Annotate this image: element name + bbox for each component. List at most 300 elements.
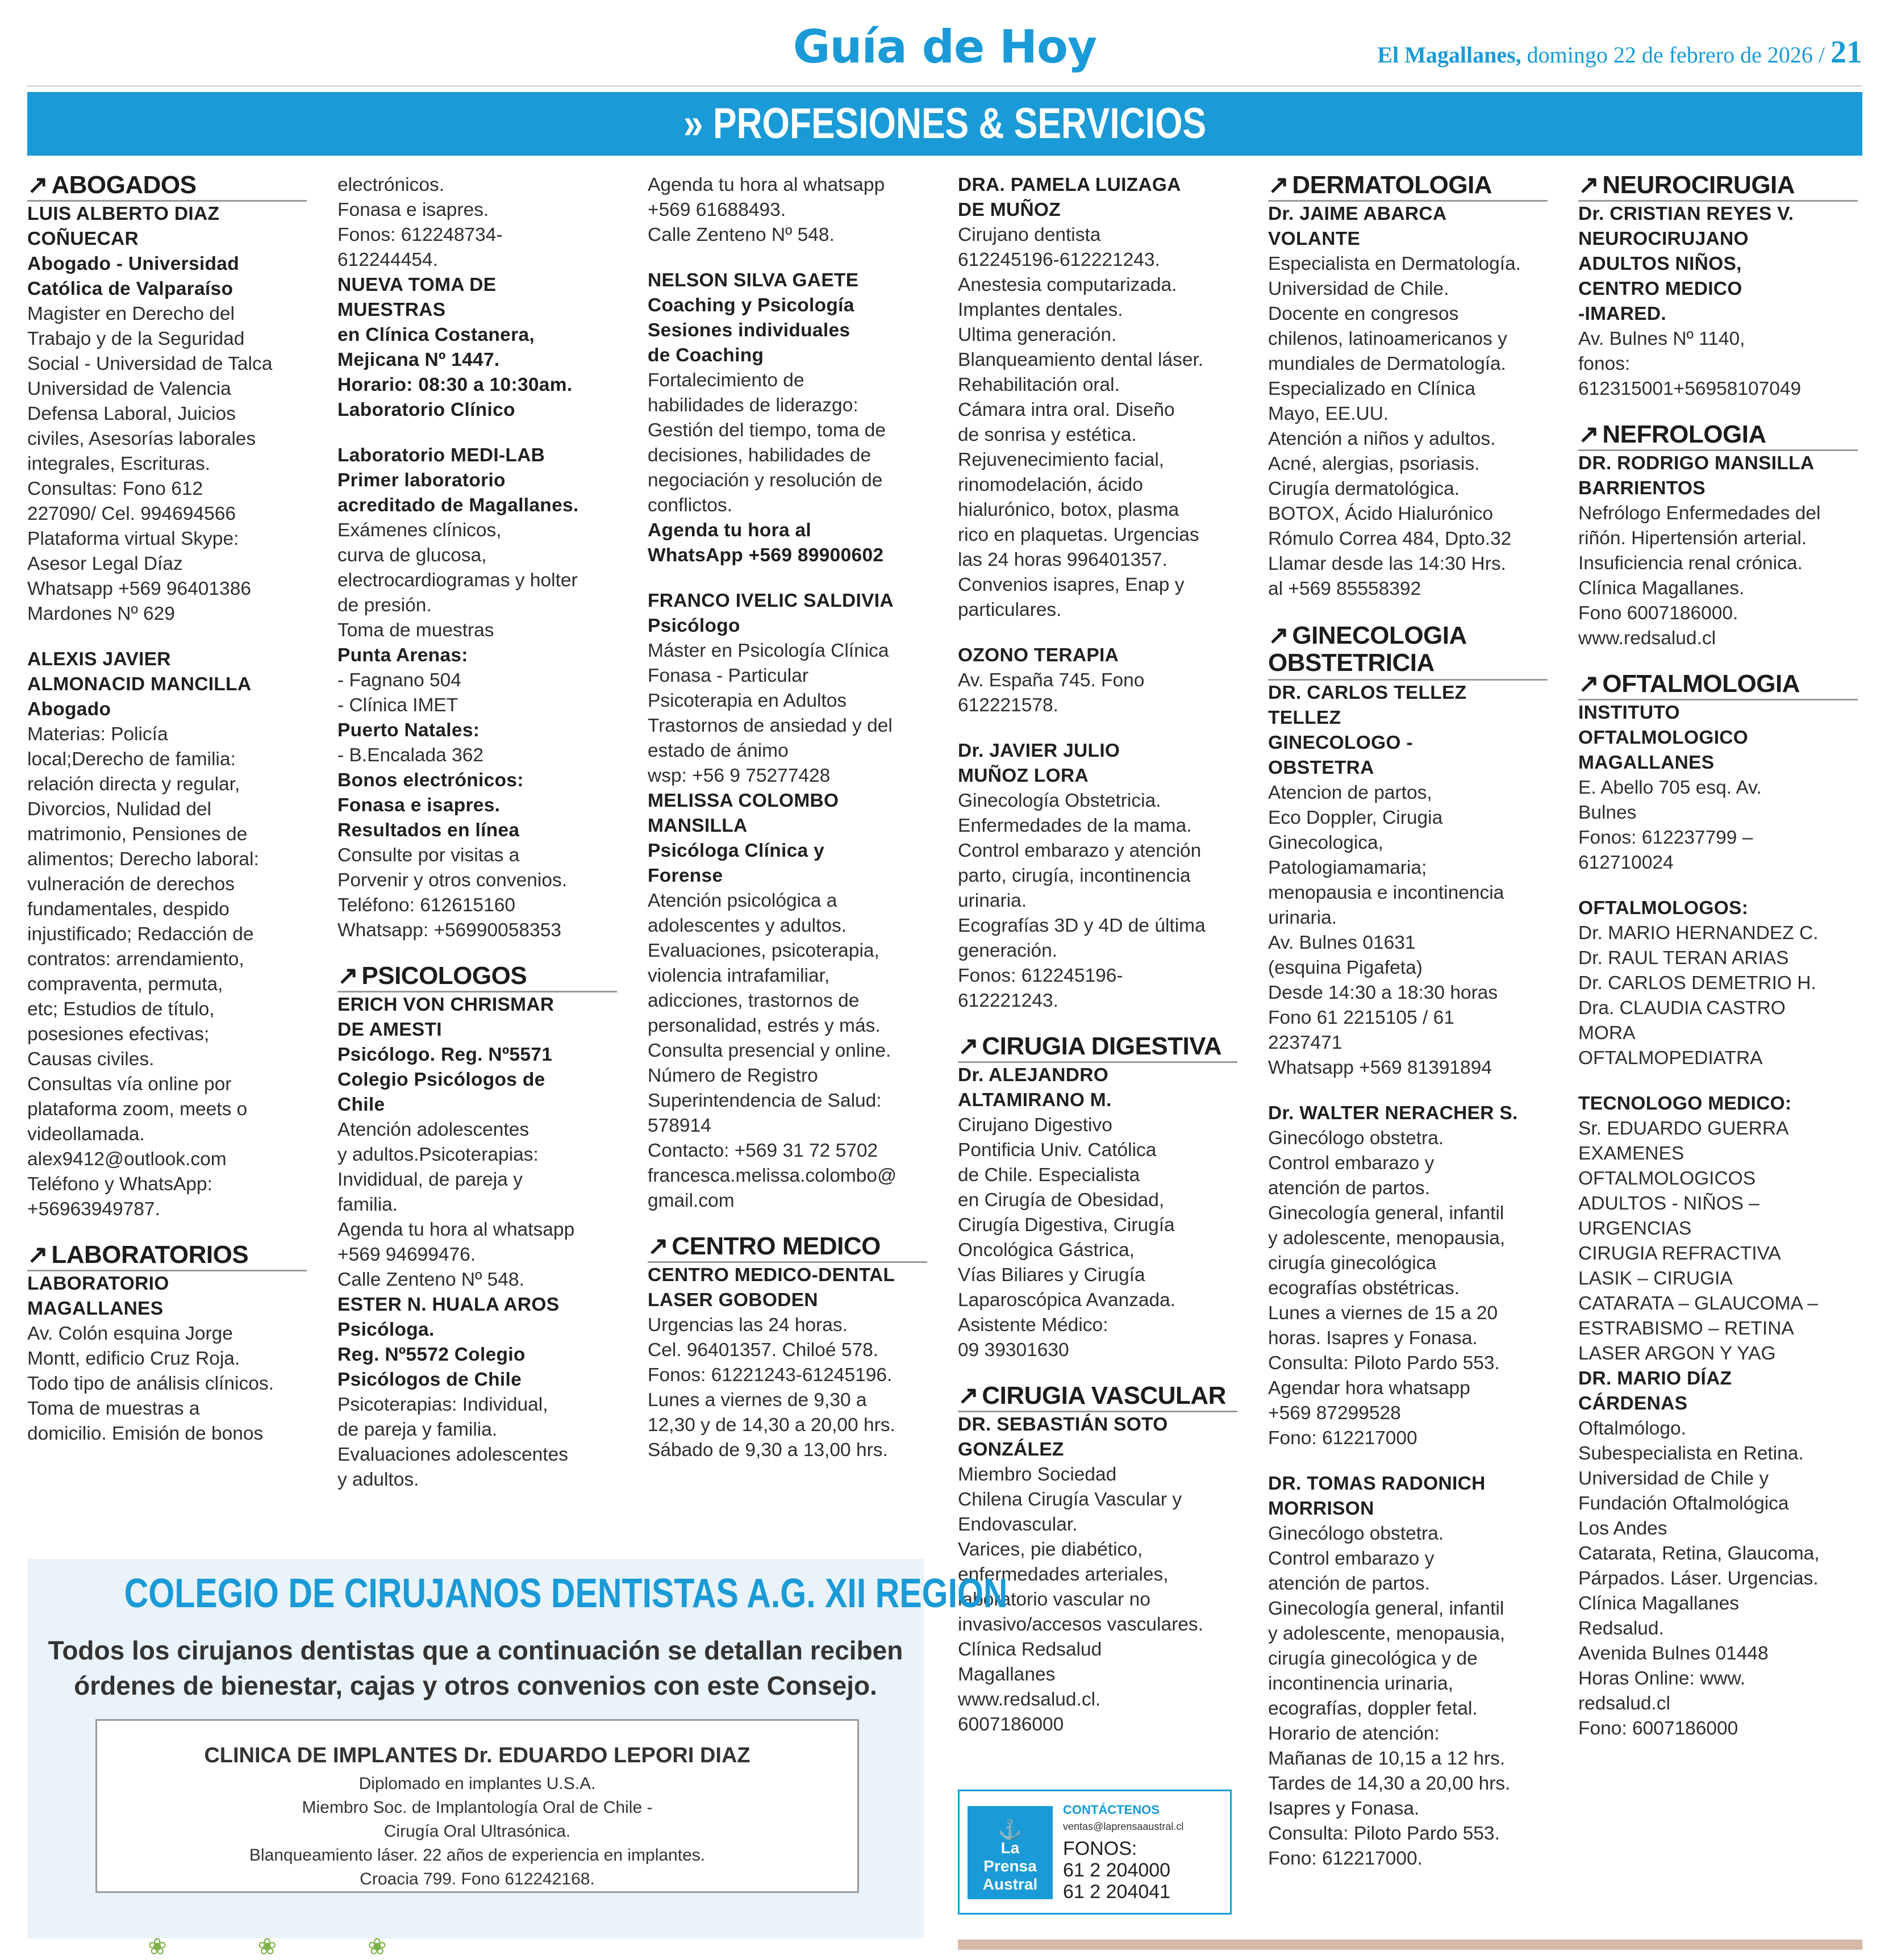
category-heading-text: OFTALMOLOGIA [1602,670,1800,698]
listing-detail: 612710024 [1578,852,1674,873]
listing-detail: Atención a niños y adultos. [1268,428,1496,449]
listing-entry [648,268,927,568]
listing-detail: menopausia e incontinencia [1268,882,1504,903]
listing-detail: - B.Encalada 362 [337,745,484,766]
listing-name: DE AMESTI [337,1019,442,1040]
listing-detail: compraventa, permuta, [27,974,223,995]
listing-detail: Fundación Oftalmológica [1578,1493,1789,1514]
fonos-label: FONOS: [1063,1838,1137,1859]
listing-detail: alimentos; Derecho laboral: [27,849,259,870]
contact-email[interactable]: ventas@laprensaaustral.cl [1063,1821,1184,1832]
listing-detail: 612221578. [958,695,1058,716]
listing-detail: local;Derecho de familia: [27,749,236,770]
category-heading [1268,173,1548,202]
listing-name: de Coaching [648,345,764,366]
listing-name: MUÑOZ LORA [958,765,1089,786]
listing-detail: Fonos: 612237799 – [1578,827,1753,848]
listing-detail: riñón. Hipertensión arterial. [1578,528,1807,549]
arrow-icon: ↗ [958,1032,979,1060]
listing-detail: Especializado en Clínica [1268,378,1475,399]
listing-detail: etc; Estudios de título, [27,999,215,1020]
listing-detail: urinaria. [1268,907,1337,928]
listing-detail: Los Andes [1578,1518,1667,1539]
listing-detail: OFTALMOPEDIATRA [1578,1048,1763,1069]
listing-name: NEUROCIRUJANO [1578,228,1749,249]
listing-detail: rinomodelación, ácido [958,474,1143,495]
listing-name: MORRISON [1268,1498,1374,1519]
section-banner [27,92,1862,156]
category-heading-text: NEUROCIRUGIA [1602,171,1795,199]
publication-date: domingo 22 de febrero de 2026 [1527,42,1813,68]
listing-detail: y adolescente, menopausia, [1268,1623,1506,1644]
listing-detail: Av. Colón esquina Jorge [27,1323,233,1344]
arrow-icon: ↗ [1578,670,1599,698]
listing-detail: Llamar desde las 14:30 Hrs. [1268,553,1506,574]
listing-name: Católica de Valparaíso [27,278,234,299]
listing-name: Puerto Natales: [337,720,480,741]
phone-number: 61 2 204000 [1063,1859,1171,1881]
listing-detail: Lunes a viernes de 9,30 a [648,1390,867,1411]
category-heading [1578,672,1858,700]
logo-text: Prensa [983,1857,1037,1875]
category-heading-text: CIRUGIA DIGESTIVA [982,1032,1222,1060]
listing-name: ALEXIS JAVIER [27,649,171,670]
listing-detail: Psicoterapias: Individual, [337,1394,548,1415]
listing-detail: Universidad de Chile. [1268,278,1449,299]
listing-name: Sesiones individuales [648,320,850,341]
listing-name: Fonasa e isapres. [337,795,501,816]
category-heading-text: ABOGADOS [51,171,197,199]
listing-name: FRANCO IVELIC SALDIVIA [648,590,894,611]
listing-detail: Whatsapp: +56990058353 [337,920,561,941]
arrow-icon: ↗ [27,1241,48,1269]
listing-detail: +569 94699476. [337,1244,476,1265]
listing-detail: electrónicos. [337,174,445,195]
listing-detail: mundiales de Dermatología. [1268,353,1506,374]
listing-detail: Fonasa e isapres. [337,199,489,220]
column-6 [1578,173,1858,1762]
logo-text: La [1000,1839,1020,1857]
listing-detail: Gestión del tiempo, toma de [648,420,886,441]
listing-detail: Montt, edificio Cruz Roja. [27,1348,240,1369]
listing-detail: Evaluaciones, psicoterapia, [648,940,879,961]
listing-detail: OFTALMOLOGICOS [1578,1168,1756,1189]
listing-name: Chile [337,1094,385,1115]
listing-detail: Toma de muestras [337,620,494,641]
listing-detail: cirugía ginecológica [1268,1253,1437,1274]
listing-detail: Chilena Cirugía Vascular y [958,1489,1182,1510]
listing-detail: de sonrisa y estética. [958,424,1137,445]
listing-detail: Av. Bulnes 01631 [1268,932,1416,953]
listing-name: Psicólogos de Chile [337,1369,522,1390]
listing-detail: 578914 [648,1115,711,1136]
listing-detail: Psicoterapia en Adultos [648,690,847,711]
listing-name: CENTRO MEDICO-DENTAL [648,1265,895,1286]
listing-detail: redsalud.cl [1578,1693,1671,1714]
listing-detail: adolescentes y adultos. [648,915,847,936]
listing-detail: www.redsalud.cl. [958,1689,1101,1710]
lepori-line: Croacia 799. Fono 612242168. [360,1870,595,1888]
listing-detail: Horas Online: www. [1578,1668,1746,1689]
column-4 [958,173,1237,1758]
listing-detail: particulares. [958,599,1062,620]
listing-detail: y adolescente, menopausia, [1268,1228,1506,1249]
listing-entry [1268,202,1548,602]
listing-detail: 612221243. [958,990,1058,1011]
listing-detail: generación. [958,940,1058,961]
listing-entry [1578,451,1858,651]
listing-detail: Subespecialista en Retina. [1578,1443,1804,1464]
logo-text: Austral [982,1875,1038,1893]
arrow-icon: ↗ [27,171,48,199]
listing-detail: 612315001+56958107049 [1578,378,1802,399]
listing-detail: Bulnes [1578,802,1637,823]
listing-name: MUESTRAS [337,299,446,320]
arrow-icon: ↗ [958,1382,979,1409]
arrow-icon: ↗ [648,1232,669,1260]
listing-name: Dr. ALEJANDRO [958,1065,1109,1086]
listing-detail: Número de Registro [648,1065,818,1086]
listing-entry [337,992,617,1492]
colegio-subtitle-line-1: Todos los cirujanos dentistas que a continuación se detallan reciben [48,1636,903,1665]
listing-name: ALTAMIRANO M. [958,1090,1112,1111]
listing-detail: Asesor Legal Díaz [27,553,183,574]
listing-name: Colegio Psicólogos de [337,1069,545,1090]
listing-detail: Convenios isapres, Enap y [958,574,1185,595]
listing-detail: Urgencias las 24 horas. [648,1315,848,1336]
listing-detail: Avenida Bulnes 01448 [1578,1643,1769,1664]
listing-detail: electrocardiogramas y holter [337,570,578,591]
listing-detail: Cirugía dermatológica. [1268,478,1460,499]
listing-detail: Miembro Sociedad [958,1464,1117,1485]
listing-name: MAGALLANES [1578,752,1715,773]
column-1 [27,173,307,1467]
colegio-title-text: COLEGIO DE CIRUJANOS DENTISTAS A.G. XII REGION [124,1571,1008,1616]
listing-detail: Trabajo y de la Seguridad [27,328,245,349]
listing-detail: Calle Zenteno Nº 548. [337,1269,524,1290]
listing-name: TELLEZ [1268,707,1341,728]
listing-detail: Mardones Nº 629 [27,603,175,624]
listing-name: ESTER N. HUALA AROS [337,1294,560,1315]
listing-detail: Trastornos de ansiedad y del [648,715,893,736]
listing-detail: EXAMENES [1578,1143,1684,1164]
listing-detail: invasivo/accesos vasculares. [958,1614,1203,1635]
category-heading [337,964,617,992]
listing-detail: Atención adolescentes [337,1119,529,1140]
listing-name: -IMARED. [1578,303,1666,324]
listing-detail: Fono: 612217000 [1268,1428,1417,1449]
listing-entry [958,739,1237,1014]
listing-detail: Av. Bulnes Nº 1140, [1578,328,1745,349]
lepori-line: Blanqueamiento láser. 22 años de experiencia en implantes. [249,1846,706,1865]
listing-detail: y adultos. [337,1469,419,1490]
listing-name: INSTITUTO [1578,702,1680,723]
listing-detail: rico en plaquetas. Urgencias [958,524,1199,545]
listing-detail: Ginecólogo obstetra. [1268,1128,1444,1149]
listing-detail: decisiones, habilidades de [648,445,871,466]
listing-detail: Redsalud. [1578,1618,1664,1639]
listing-detail: Fono 6007186000. [1578,603,1738,624]
listing-detail: relación directa y regular, [27,774,240,795]
listing-detail: Consulta presencial y online. [648,1040,891,1061]
listing-detail: Agenda tu hora al whatsapp [337,1219,575,1240]
listing-detail: ecografías obstétricas. [1268,1278,1460,1299]
arrow-icon: ↗ [1578,420,1599,448]
listing-entry [27,202,307,627]
listing-detail: Clínica Magallanes. [1578,578,1745,599]
listing-detail: injustificado; Redacción de [27,924,254,945]
arrow-icon: ↗ [1268,622,1289,649]
listing-detail: Laparoscópica Avanzada. [958,1290,1176,1311]
bottom-ad-strip [958,1940,1862,1950]
listing-detail: cirugía ginecológica y de [1268,1648,1478,1669]
lepori-clinic-ad [95,1719,859,1893]
listing-detail: ADULTOS - NIÑOS – [1578,1193,1759,1214]
listing-detail: Catarata, Retina, Glaucoma, [1578,1543,1820,1564]
section-title: Guía de Hoy [793,20,1097,73]
listing-detail: +569 87299528 [1268,1403,1401,1424]
listing-entry [648,173,927,248]
listing-detail: plataforma zoom, meets o [27,1099,248,1120]
listing-detail: Párpados. Láser. Urgencias. [1578,1568,1819,1589]
listing-detail: Universidad de Valencia [27,378,231,399]
listing-detail: Fonasa - Particular [648,665,808,686]
listing-entry [648,589,927,1213]
listing-detail: Tardes de 14,30 a 20,00 hrs. [1268,1773,1511,1794]
listing-detail: Rejuvenecimiento facial, [958,449,1165,470]
listing-detail: alex9412@outlook.com [27,1149,227,1170]
listing-detail: Dra. CLAUDIA CASTRO [1578,998,1786,1019]
listing-detail: Teléfono y WhatsApp: [27,1174,212,1195]
category-heading [1578,422,1858,451]
listing-detail: Agendar hora whatsapp [1268,1378,1470,1399]
listing-name: DE MUÑOZ [958,199,1061,220]
listing-detail: 12,30 y de 14,30 a 20,00 hrs. [648,1415,895,1436]
listing-detail: Porvenir y otros convenios. [337,870,568,891]
listing-detail: Fono 61 2215105 / 61 [1268,1007,1454,1028]
listing-detail: Vías Biliares y Cirugía [958,1265,1145,1286]
listing-name: COÑUECAR [27,228,139,249]
listing-detail: 2237471 [1268,1032,1342,1053]
listing-detail: Contacto: +569 31 72 5702 [648,1140,878,1161]
listing-detail: Whatsapp +569 96401386 [27,578,251,599]
listing-name: Horario: 08:30 a 10:30am. [337,374,573,395]
listing-detail: Control embarazo y atención [958,840,1202,861]
listing-detail: negociación y resolución de [648,470,883,491]
listing-detail: Blanqueamiento dental láser. [958,349,1204,370]
listing-name: GINECOLOGO - [1268,732,1413,753]
listing-detail: Consultas vía online por [27,1074,232,1095]
listing-detail: Ultima generación. [958,324,1117,345]
listing-detail: Especialista en Dermatología. [1268,253,1521,274]
listing-detail: LASIK – CIRUGIA [1578,1268,1733,1289]
column-5 [1268,173,1548,1892]
listing-detail: CIRUGIA REFRACTIVA [1578,1243,1781,1264]
listing-detail: +569 61688493. [648,199,786,220]
colegio-subtitle-line-2: órdenes de bienestar, cajas y otros convenios con este Consejo. [74,1671,877,1700]
colegio-title [27,1570,1008,1617]
listing-entry [337,443,617,943]
listing-detail: en Cirugía de Obesidad, [958,1190,1165,1211]
listing-name: Laboratorio Clínico [337,399,515,420]
listing-name: Abogado - Universidad [27,253,239,274]
listing-detail: gmail.com [648,1190,735,1211]
listing-detail: Nefrólogo Enfermedades del [1578,503,1821,524]
listing-name: DR. CARLOS TELLEZ [1268,682,1467,703]
category-heading [648,1234,927,1263]
banner-title: » PROFESIONES & SERVICIOS [683,99,1207,148]
la-prensa-austral-logo [968,1806,1053,1899]
listing-detail: Defensa Laboral, Juicios [27,403,236,424]
listing-detail: Varices, pie diabético, [958,1539,1143,1560]
listing-detail: ESTRABISMO – RETINA [1578,1318,1794,1339]
listing-name: CÁRDENAS [1578,1393,1688,1414]
listing-detail: Teléfono: 612615160 [337,895,515,916]
listing-detail: Agenda tu hora al whatsapp [648,174,885,195]
listing-detail: vulneración de derechos [27,874,235,895]
listing-detail: Sábado de 9,30 a 13,00 hrs. [648,1440,888,1461]
listing-detail: - Clínica IMET [337,695,458,716]
listing-detail: adicciones, trastornos de [648,990,860,1011]
listing-detail: Oftalmólogo. [1578,1418,1686,1439]
listing-name: ADULTOS NIÑOS, [1578,253,1742,274]
listing-detail: Isapres y Fonasa. [1268,1798,1420,1819]
listing-detail: Magallanes [958,1664,1056,1685]
listing-detail: Toma de muestras a [27,1398,200,1419]
listing-name: NELSON SILVA GAETE [648,270,859,291]
listing-detail: Cámara intra oral. Diseño [958,399,1175,420]
listing-name: OFTALMOLOGICO [1578,727,1749,748]
listing-detail: Fonos: 61221243-61245196. [648,1365,893,1386]
category-heading-text: PSICOLOGOS [361,962,527,990]
listing-detail: integrales, Escrituras. [27,453,211,474]
listing-name: Dr. JAIME ABARCA [1268,203,1447,224]
listing-name: LUIS ALBERTO DIAZ [27,203,220,224]
listing-detail: horas. Isapres y Fonasa. [1268,1328,1478,1349]
listing-detail: Ginecologica, [1268,832,1383,853]
contact-label: CONTÁCTENOS [1063,1803,1160,1817]
listing-detail: fonos: [1578,353,1631,374]
category-heading-text: GINECOLOGIA [1292,622,1467,649]
listing-detail: URGENCIAS [1578,1218,1692,1239]
listing-detail: Insuficiencia renal crónica. [1578,553,1803,574]
listing-detail: fundamentales, despido [27,899,230,920]
listing-detail: familia. [337,1194,398,1215]
listing-detail: de Chile. Especialista [958,1165,1140,1186]
listing-detail: Máster en Psicología Clínica [648,640,889,661]
listing-name: LABORATORIO [27,1273,169,1294]
logo-icon: ⚓ [998,1819,1023,1841]
listing-detail: de presión. [337,595,432,616]
category-heading-text: LABORATORIOS [51,1241,249,1269]
listing-detail: Consulta: Piloto Pardo 553. [1268,1823,1500,1844]
listing-detail: Ginecología general, infantil [1268,1203,1504,1224]
listing-name: DRA. PAMELA LUIZAGA [958,174,1181,195]
publication-name: El Magallanes, [1377,42,1521,68]
listing-name: Forense [648,865,723,886]
listing-name: Laboratorio MEDI-LAB [337,445,545,466]
listing-detail: Cirugía Digestiva, Cirugía [958,1215,1175,1236]
arrow-icon: ↗ [1578,171,1599,199]
lepori-line: Cirugía Oral Ultrasónica. [383,1822,571,1841]
listing-detail: incontinencia urinaria, [1268,1673,1453,1694]
listing-detail: estado de ánimo [648,740,789,761]
category-heading [958,1383,1237,1412]
listing-detail: Fortalecimiento de [648,370,804,391]
listing-detail: Pontificia Univ. Católica [958,1140,1157,1161]
listing-name: DR. RODRIGO MANSILLA [1578,453,1815,474]
listing-detail: Anestesia computarizada. [958,274,1177,295]
listing-detail: Horario de atención: [1268,1723,1440,1744]
listing-detail: Dr. RAUL TERAN ARIAS [1578,948,1789,969]
listing-detail: Ginecólogo obstetra. [1268,1523,1444,1544]
category-heading-text: NEFROLOGIA [1602,420,1766,448]
listing-detail: Clínica Redsalud [958,1639,1102,1660]
listing-detail: Consultas: Fono 612 [27,478,203,499]
listing-detail: E. Abello 705 esq. Av. [1578,777,1762,798]
listing-detail: Evaluaciones adolescentes [337,1444,568,1465]
listing-detail: hialurónico, botox, plasma [958,499,1179,520]
listing-detail: atención de partos. [1268,1178,1430,1199]
listing-name: TECNOLOGO MEDICO: [1578,1093,1792,1114]
listing-detail: francesca.melissa.colombo@ [648,1165,897,1186]
listing-entry [1578,1091,1858,1741]
contact-phones [1063,1838,1170,1903]
listing-detail: Social - Universidad de Talca [27,353,273,374]
listing-detail: Cel. 96401357. Chiloé 578. [648,1340,879,1361]
listing-detail: laboratorio vascular no [958,1589,1150,1610]
listing-name: Dr. CRISTIAN REYES V. [1578,203,1794,224]
listing-name: Punta Arenas: [337,645,468,666]
listing-detail: contratos: arrendamiento, [27,949,244,970]
listing-detail: Ecografías 3D y 4D de última [958,915,1206,936]
listing-name: DR. SEBASTIÁN SOTO [958,1414,1168,1435]
listing-name: OFTALMOLOGOS: [1578,898,1749,919]
listing-detail: Control embarazo y [1268,1548,1435,1569]
listing-detail: Dr. MARIO HERNANDEZ C. [1578,923,1819,944]
listing-detail: BOTOX, Ácido Hialurónico [1268,503,1493,524]
listing-detail: matrimonio, Pensiones de [27,824,248,845]
listing-name: MAGALLANES [27,1298,164,1319]
listing-entry [1268,1101,1548,1451]
listing-detail: personalidad, estrés y más. [648,1015,881,1036]
listing-detail: Ginecología general, infantil [1268,1598,1504,1619]
listing-name: acreditado de Magallanes. [337,495,579,516]
category-heading [1268,622,1548,681]
listing-detail: 6007186000 [958,1714,1064,1735]
page-number: 21 [1831,35,1862,70]
listing-entry [958,643,1237,718]
listing-detail: Plataforma virtual Skype: [27,528,239,549]
listing-detail: Oncológica Gástrica, [958,1240,1135,1261]
listing-name: Psicóloga Clínica y [648,840,825,861]
listing-detail: Calle Zenteno Nº 548. [648,224,835,245]
listing-detail: Divorcios, Nulidad del [27,799,211,820]
listing-detail: violencia intrafamiliar, [648,965,830,986]
listing-detail: ecografías, doppler fetal. [1268,1698,1478,1719]
category-heading-text: CIRUGIA VASCULAR [982,1382,1226,1409]
listing-detail: Eco Doppler, Cirugia [1268,807,1443,828]
listing-detail: Acné, alergias, psoriasis. [1268,453,1480,474]
category-heading-text: DERMATOLOGIA [1292,171,1492,199]
listing-name: Bonos electrónicos: [337,770,524,791]
listing-detail: de pareja y familia. [337,1419,498,1440]
listing-detail: y adultos.Psicoterapias: [337,1144,539,1165]
listing-detail: Av. España 745. Fono [958,670,1145,691]
listing-name: ERICH VON CHRISMAR [337,994,554,1015]
listing-entry [958,173,1237,623]
listing-detail: Materias: Policía [27,724,168,745]
